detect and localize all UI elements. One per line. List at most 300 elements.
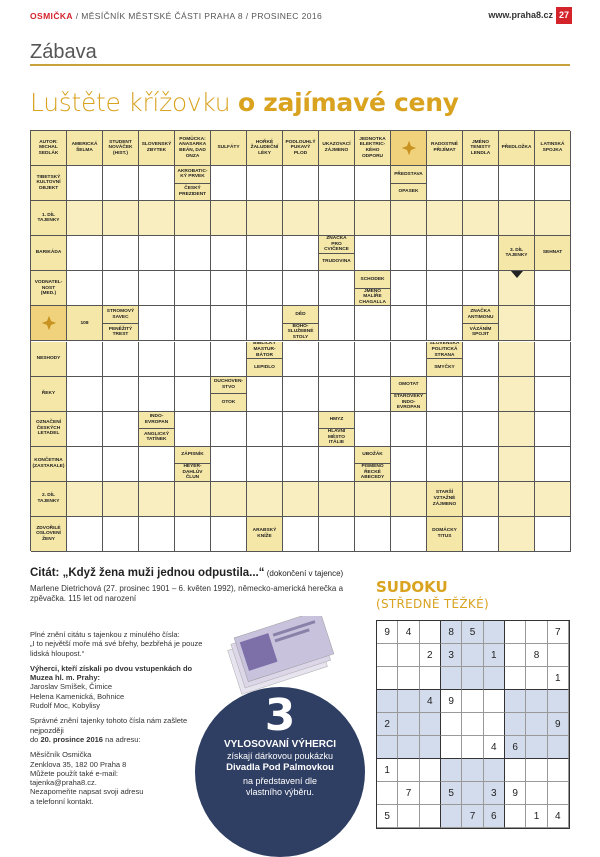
sudoku-cell[interactable] xyxy=(505,667,526,690)
section-rule xyxy=(30,64,570,66)
crossword-cell[interactable] xyxy=(499,482,535,517)
crossword-cell[interactable] xyxy=(211,236,247,271)
sudoku-cell[interactable] xyxy=(505,621,526,644)
sudoku-cell[interactable] xyxy=(526,667,547,690)
crossword-cell[interactable] xyxy=(463,412,499,447)
sudoku-grid xyxy=(376,620,570,829)
sudoku-cell[interactable] xyxy=(420,805,441,828)
crossword-cell[interactable] xyxy=(427,236,463,271)
crossword-cell[interactable] xyxy=(67,201,103,236)
crossword-clue: KONČETINA (ZASTARALE) xyxy=(31,447,67,482)
crossword-clue: NESHODY xyxy=(31,342,67,377)
sudoku-cell[interactable] xyxy=(398,736,419,759)
sudoku-cell[interactable]: 5 xyxy=(441,782,462,805)
crossword-cell[interactable] xyxy=(247,482,283,517)
crossword-cell[interactable] xyxy=(175,306,211,341)
crossword-cell[interactable] xyxy=(535,166,571,201)
crossword-clue: ANGLICKÝ TATÍNEK xyxy=(139,429,175,447)
crossword-cell[interactable] xyxy=(391,412,427,447)
crossword-cell[interactable] xyxy=(67,342,103,377)
crossword-cell[interactable] xyxy=(319,517,355,552)
crossword-cell[interactable] xyxy=(499,447,535,482)
sudoku-cell[interactable] xyxy=(441,713,462,736)
sudoku-cell[interactable] xyxy=(398,667,419,690)
crossword-cell[interactable] xyxy=(427,166,463,201)
crossword-cell[interactable] xyxy=(67,166,103,201)
sudoku-cell[interactable] xyxy=(377,644,398,667)
crossword-clue: SULFÁTY xyxy=(211,131,247,166)
crossword-cell[interactable] xyxy=(391,306,427,341)
crossword-cell[interactable] xyxy=(247,201,283,236)
crossword-cell[interactable] xyxy=(103,377,139,412)
crossword-cell[interactable] xyxy=(535,342,571,377)
crossword-cell[interactable] xyxy=(319,306,355,341)
crossword-cell[interactable] xyxy=(211,412,247,447)
crossword-cell[interactable] xyxy=(535,377,571,412)
sudoku-cell[interactable]: 4 xyxy=(548,805,569,828)
crossword-cell[interactable] xyxy=(499,166,535,201)
website-link[interactable]: www.praha8.cz xyxy=(488,10,553,20)
crossword-cell[interactable] xyxy=(355,412,391,447)
crossword-cell[interactable] xyxy=(67,377,103,412)
sudoku-cell[interactable]: 1 xyxy=(526,805,547,828)
crossword-cell[interactable] xyxy=(211,342,247,377)
crossword-cell[interactable] xyxy=(247,447,283,482)
sudoku-cell[interactable] xyxy=(441,667,462,690)
crossword-cell[interactable] xyxy=(283,482,319,517)
sudoku-cell[interactable] xyxy=(398,644,419,667)
sudoku-subtitle: (STŘEDNĚ TĚŽKÉ) xyxy=(376,597,489,611)
crossword-cell[interactable] xyxy=(247,166,283,201)
ornament-icon[interactable] xyxy=(31,306,67,341)
sudoku-cell[interactable] xyxy=(420,782,441,805)
crossword-cell[interactable] xyxy=(283,201,319,236)
crossword-clue: AKROBATIC- KÝ PRVEK xyxy=(175,166,211,184)
crossword-cell[interactable] xyxy=(211,447,247,482)
crossword-cell[interactable] xyxy=(319,377,355,412)
crossword-clue: LEPIDLO xyxy=(247,359,283,377)
sudoku-cell[interactable] xyxy=(505,713,526,736)
crossword-cell[interactable] xyxy=(139,271,175,306)
crossword-cell[interactable] xyxy=(67,447,103,482)
crossword-cell[interactable] xyxy=(247,377,283,412)
crossword-clue: DĚD xyxy=(283,306,319,324)
crossword-cell[interactable] xyxy=(67,482,103,517)
crossword-clue: SMYČKY xyxy=(427,359,463,377)
crossword-clue: 3. DÍL TAJENKY xyxy=(499,236,535,271)
crossword-clue: JEDNOTKA ELEKTRIC- KÉHO ODPORU xyxy=(355,131,391,166)
crossword-cell[interactable] xyxy=(103,447,139,482)
crossword-cell[interactable] xyxy=(103,342,139,377)
crossword-cell[interactable] xyxy=(103,201,139,236)
section-title: Zábava xyxy=(30,41,97,63)
brand-name: OSMIČKA xyxy=(30,11,73,21)
sudoku-cell[interactable] xyxy=(377,736,398,759)
crossword-clue: ŘEKY xyxy=(31,377,67,412)
crossword-cell[interactable] xyxy=(355,482,391,517)
sudoku-cell[interactable] xyxy=(484,759,505,782)
crossword-clue: AUTOR: MICHAL SEDLÁK xyxy=(31,131,67,166)
sudoku-cell[interactable] xyxy=(548,759,569,782)
crossword-cell[interactable] xyxy=(355,377,391,412)
crossword-cell[interactable] xyxy=(355,166,391,201)
crossword-clue: ZDVOŘILÉ OSLOVENÍ ŽENY xyxy=(31,517,67,552)
sudoku-cell[interactable] xyxy=(505,759,526,782)
sudoku-cell[interactable] xyxy=(526,621,547,644)
crossword-cell[interactable] xyxy=(139,377,175,412)
crossword-title xyxy=(30,88,459,117)
crossword-cell[interactable] xyxy=(355,517,391,552)
header-subtitle: / MĚSÍČNÍK MĚSTSKÉ ČÁSTI PRAHA 8 / PROSINEC 2016 xyxy=(72,11,323,21)
crossword-cell[interactable] xyxy=(211,201,247,236)
crossword-cell[interactable] xyxy=(319,166,355,201)
crossword-cell[interactable] xyxy=(355,342,391,377)
sudoku-cell[interactable]: 1 xyxy=(548,667,569,690)
crossword-cell[interactable] xyxy=(67,236,103,271)
crossword-cell[interactable] xyxy=(175,236,211,271)
crossword-cell[interactable] xyxy=(175,482,211,517)
crossword-clue: ZNAČKA ANTIMONU xyxy=(463,306,499,324)
crossword-cell[interactable] xyxy=(211,271,247,306)
crossword-clue: AMERICKÁ ŠELMA xyxy=(67,131,103,166)
sudoku-cell[interactable]: 9 xyxy=(441,690,462,713)
crossword-cell[interactable] xyxy=(67,412,103,447)
sudoku-cell[interactable]: 9 xyxy=(505,782,526,805)
sudoku-cell[interactable]: 8 xyxy=(441,621,462,644)
sudoku-cell[interactable] xyxy=(420,759,441,782)
crossword-cell[interactable] xyxy=(391,482,427,517)
sudoku-cell[interactable] xyxy=(420,713,441,736)
crossword-clue: JMÉNO TENISTY LENDLA xyxy=(463,131,499,166)
crossword-cell[interactable] xyxy=(391,201,427,236)
quote-note: (dokončení v tajence) xyxy=(264,569,344,578)
prize-theatre: Divadla Pod Palmovkou xyxy=(226,762,334,773)
crossword-cell[interactable] xyxy=(211,166,247,201)
crossword-cell[interactable] xyxy=(355,236,391,271)
sudoku-cell[interactable] xyxy=(441,736,462,759)
quote-heading xyxy=(30,567,343,579)
sudoku-cell[interactable] xyxy=(398,690,419,713)
sudoku-cell[interactable] xyxy=(548,690,569,713)
crossword-cell[interactable] xyxy=(499,342,535,377)
crossword-cell[interactable] xyxy=(391,342,427,377)
crossword-cell[interactable] xyxy=(499,377,535,412)
sudoku-cell[interactable] xyxy=(462,667,483,690)
prize-text: získají dárkovou poukázku xyxy=(226,751,334,761)
crossword-cell[interactable] xyxy=(175,377,211,412)
crossword-grid xyxy=(30,130,570,551)
prize-heading: VYLOSOVANÍ VÝHERCI xyxy=(223,739,337,750)
crossword-cell[interactable] xyxy=(283,342,319,377)
sudoku-cell[interactable]: 8 xyxy=(526,644,547,667)
sudoku-cell[interactable] xyxy=(526,759,547,782)
crossword-cell[interactable] xyxy=(175,271,211,306)
tickets-illustration xyxy=(222,616,342,696)
crossword-cell[interactable] xyxy=(463,482,499,517)
crossword-cell[interactable] xyxy=(139,482,175,517)
deadline-text: Správné znění tajenky tohoto čísla nám zašlete nejpozději do xyxy=(30,716,188,744)
crossword-cell[interactable] xyxy=(211,482,247,517)
sudoku-cell[interactable]: 2 xyxy=(420,644,441,667)
crossword-cell[interactable] xyxy=(103,412,139,447)
page-header xyxy=(0,0,600,30)
sudoku-cell[interactable]: 7 xyxy=(462,805,483,828)
sudoku-cell[interactable] xyxy=(377,690,398,713)
sudoku-cell[interactable]: 4 xyxy=(420,690,441,713)
crossword-cell[interactable] xyxy=(283,412,319,447)
crossword-cell[interactable] xyxy=(103,271,139,306)
crossword-cell[interactable] xyxy=(211,306,247,341)
crossword-clue: DUCHOVEN- STVO xyxy=(211,377,247,395)
crossword-cell[interactable] xyxy=(139,201,175,236)
sudoku-cell[interactable] xyxy=(462,759,483,782)
crossword-clue: ZÁPISNÍK xyxy=(175,447,211,465)
crossword-clue: 2. DÍL TAJENKY xyxy=(31,482,67,517)
crossword-cell[interactable] xyxy=(283,447,319,482)
winners-heading: Výherci, kteří získali po dvou vstupenkách do Muzea hl. m. Prahy: xyxy=(30,663,193,683)
quote-description: Marlene Dietrichová (27. prosinec 1901 – 6. květen 1992), německo-americká herečka a zpěvačka. 115 let od narození xyxy=(30,584,344,603)
quote-text: „Když žena muži jednou odpustila...“ xyxy=(62,567,265,579)
crossword-cell[interactable] xyxy=(427,271,463,306)
sudoku-cell[interactable] xyxy=(441,759,462,782)
crossword-cell[interactable] xyxy=(247,306,283,341)
winner-count: 3 xyxy=(264,690,296,741)
title-bold: o zajímavé ceny xyxy=(238,88,459,117)
crossword-cell[interactable] xyxy=(355,306,391,341)
crossword-cell[interactable] xyxy=(463,201,499,236)
crossword-cell[interactable] xyxy=(139,342,175,377)
sudoku-cell[interactable] xyxy=(548,782,569,805)
crossword-cell[interactable] xyxy=(247,271,283,306)
sudoku-cell[interactable] xyxy=(420,621,441,644)
crossword-cell[interactable] xyxy=(463,342,499,377)
crossword-cell[interactable] xyxy=(391,447,427,482)
crossword-cell[interactable] xyxy=(319,342,355,377)
sudoku-cell[interactable] xyxy=(526,690,547,713)
crossword-clue: OPASEK xyxy=(391,184,427,202)
crossword-cell[interactable] xyxy=(391,271,427,306)
sudoku-title: SUDOKU xyxy=(376,578,448,596)
crossword-cell[interactable] xyxy=(319,201,355,236)
crossword-cell[interactable] xyxy=(319,447,355,482)
sudoku-cell[interactable]: 6 xyxy=(505,736,526,759)
crossword-clue: HLAVNÍ MĚSTO ITÁLIE xyxy=(319,429,355,447)
crossword-cell[interactable] xyxy=(427,447,463,482)
sudoku-cell[interactable]: 4 xyxy=(398,621,419,644)
crossword-cell[interactable] xyxy=(67,517,103,552)
header-masthead xyxy=(30,11,322,21)
sudoku-cell[interactable] xyxy=(462,782,483,805)
sudoku-cell[interactable]: 7 xyxy=(398,782,419,805)
sudoku-cell[interactable] xyxy=(462,736,483,759)
sudoku-cell[interactable] xyxy=(484,621,505,644)
crossword-cell[interactable] xyxy=(67,271,103,306)
crossword-cell[interactable] xyxy=(463,271,499,306)
sudoku-cell[interactable] xyxy=(398,759,419,782)
crossword-cell[interactable] xyxy=(103,517,139,552)
crossword-cell[interactable] xyxy=(463,377,499,412)
crossword-cell[interactable] xyxy=(103,236,139,271)
crossword-clue: STARŠÍ VZTAŽNÉ ZÁJMENO xyxy=(427,482,463,517)
sudoku-cell[interactable] xyxy=(526,713,547,736)
crossword-clue: POMŮCKA: ANASARKA BEÁN, DAD ONZA xyxy=(175,131,211,166)
crossword-clue: PŘEDLOŽKA xyxy=(499,131,535,166)
sudoku-cell[interactable] xyxy=(526,736,547,759)
crossword-clue: 108 xyxy=(67,306,103,341)
crossword-clue: OMOTAT xyxy=(391,377,427,395)
crossword-clue: TIBETSKÝ KULTOVNÍ OBJEKT xyxy=(31,166,67,201)
crossword-cell[interactable] xyxy=(355,201,391,236)
title-part: Luštěte křížovku xyxy=(30,88,238,117)
crossword-cell[interactable] xyxy=(247,236,283,271)
sudoku-cell[interactable] xyxy=(484,690,505,713)
crossword-clue: UBOŽÁK xyxy=(355,447,391,465)
sudoku-cell[interactable]: 1 xyxy=(377,759,398,782)
crossword-cell[interactable] xyxy=(499,306,535,341)
sudoku-cell[interactable] xyxy=(377,667,398,690)
sudoku-cell[interactable] xyxy=(548,736,569,759)
crossword-cell[interactable] xyxy=(247,412,283,447)
crossword-cell[interactable] xyxy=(283,271,319,306)
crossword-cell[interactable] xyxy=(103,482,139,517)
crossword-cell[interactable] xyxy=(535,271,571,306)
crossword-clue: ČESKÝ PREZIDENT xyxy=(175,184,211,202)
sudoku-cell[interactable]: 4 xyxy=(484,736,505,759)
crossword-clue: BARIKÁDA xyxy=(31,236,67,271)
crossword-cell[interactable] xyxy=(283,166,319,201)
crossword-cell[interactable] xyxy=(139,447,175,482)
ornament-icon[interactable] xyxy=(391,131,427,166)
crossword-clue: SLOVENSKÝ ZBYTEK xyxy=(139,131,175,166)
sudoku-cell[interactable]: 2 xyxy=(377,713,398,736)
sudoku-cell[interactable]: 7 xyxy=(548,621,569,644)
crossword-cell[interactable] xyxy=(139,166,175,201)
prize-badge xyxy=(195,687,365,857)
crossword-clue: PŘEDSTAVA xyxy=(391,166,427,184)
crossword-clue: HOŘKÉ ŽALUDEČNÍ LÉKY xyxy=(247,131,283,166)
sudoku-cell[interactable] xyxy=(441,805,462,828)
sudoku-cell[interactable] xyxy=(484,667,505,690)
crossword-cell[interactable] xyxy=(175,342,211,377)
address: Měsíčník Osmička Zenklova 35, 182 00 Praha 8 Můžete použít také e-mail: tajenka@praha8.cz. Nezapomeňte napsat svoji adresu a telefonní kontakt. xyxy=(30,750,144,806)
crossword-cell[interactable] xyxy=(535,412,571,447)
crossword-cell[interactable] xyxy=(175,201,211,236)
previous-solution: Plné znění citátu s tajenkou z minulého čísla: „I to největší moře má své břehy, bezbřehá je pouze lidská hloupost.“ xyxy=(30,630,203,658)
crossword-cell[interactable] xyxy=(211,517,247,552)
crossword-cell[interactable] xyxy=(175,517,211,552)
crossword-cell[interactable] xyxy=(391,236,427,271)
sudoku-cell[interactable] xyxy=(420,667,441,690)
crossword-clue: VÁZÁNÍM SPOJIT xyxy=(463,324,499,342)
crossword-clue: HEYER- DAHLŮV ČLUN xyxy=(175,464,211,482)
sudoku-cell[interactable] xyxy=(420,736,441,759)
crossword-clue: JMÉNO MALÍŘE CHAGALLA xyxy=(355,289,391,307)
crossword-cell[interactable] xyxy=(103,166,139,201)
crossword-cell[interactable] xyxy=(175,412,211,447)
crossword-clue: LATINSKÁ SPOJKA xyxy=(535,131,571,166)
sudoku-cell[interactable] xyxy=(505,644,526,667)
crossword-clue: OTOK xyxy=(211,394,247,412)
sudoku-cell[interactable] xyxy=(462,644,483,667)
crossword-clue: STROMOVÝ SAVEC xyxy=(103,306,139,324)
sudoku-cell[interactable] xyxy=(526,782,547,805)
sudoku-cell[interactable] xyxy=(377,782,398,805)
crossword-cell[interactable] xyxy=(463,517,499,552)
crossword-cell[interactable] xyxy=(139,236,175,271)
crossword-clue: HMYZ xyxy=(319,412,355,430)
crossword-clue: BIBLICKÝ MASTUR- BÁTOR xyxy=(247,342,283,360)
crossword-cell[interactable] xyxy=(463,447,499,482)
crossword-cell[interactable] xyxy=(427,412,463,447)
crossword-clue: STUDENT NOVÁČEK (HIST.) xyxy=(103,131,139,166)
sudoku-cell[interactable] xyxy=(462,713,483,736)
crossword-cell[interactable] xyxy=(535,201,571,236)
crossword-clue: DOMÁCKY TITUS xyxy=(427,517,463,552)
sudoku-cell[interactable] xyxy=(505,805,526,828)
sudoku-cell[interactable] xyxy=(548,644,569,667)
sudoku-cell[interactable]: 3 xyxy=(441,644,462,667)
crossword-clue: ARABSKÝ KNÍŽE xyxy=(247,517,283,552)
crossword-clue: SLOVENSKÁ POLITICKÁ STRANA xyxy=(427,342,463,360)
crossword-cell[interactable] xyxy=(427,377,463,412)
sudoku-cell[interactable] xyxy=(398,805,419,828)
crossword-clue: PENĚŽITÝ TREST xyxy=(103,324,139,342)
sudoku-cell[interactable] xyxy=(484,713,505,736)
crossword-cell[interactable] xyxy=(427,201,463,236)
crossword-cell[interactable] xyxy=(283,236,319,271)
page-number: 27 xyxy=(556,7,572,24)
crossword-cell[interactable] xyxy=(391,517,427,552)
sudoku-cell[interactable]: 9 xyxy=(548,713,569,736)
sudoku-cell[interactable] xyxy=(398,713,419,736)
crossword-clue: 1. DÍL TAJENKY xyxy=(31,201,67,236)
quote-label: Citát: xyxy=(30,567,63,579)
crossword-cell[interactable] xyxy=(283,517,319,552)
crossword-cell[interactable] xyxy=(139,517,175,552)
crossword-cell[interactable] xyxy=(283,377,319,412)
sudoku-cell[interactable] xyxy=(505,690,526,713)
crossword-cell[interactable] xyxy=(535,306,571,341)
crossword-cell[interactable] xyxy=(319,482,355,517)
crossword-cell[interactable] xyxy=(427,306,463,341)
crossword-cell[interactable] xyxy=(535,447,571,482)
crossword-cell[interactable] xyxy=(463,166,499,201)
crossword-clue: SEHNAT xyxy=(535,236,571,271)
crossword-clue: PÍSMENO ŘECKÉ ABECEDY xyxy=(355,464,391,482)
sudoku-cell[interactable]: 5 xyxy=(462,621,483,644)
sudoku-cell[interactable]: 1 xyxy=(484,644,505,667)
crossword-cell[interactable] xyxy=(535,482,571,517)
sudoku-cell[interactable]: 9 xyxy=(377,621,398,644)
crossword-cell[interactable] xyxy=(319,271,355,306)
sudoku-cell[interactable]: 3 xyxy=(484,782,505,805)
sudoku-cell[interactable]: 6 xyxy=(484,805,505,828)
crossword-cell[interactable] xyxy=(139,306,175,341)
winners-list: Jaroslav Smíšek, Čimice Helena Kamenická, Bohnice Rudolf Moc, Kobylisy xyxy=(30,682,125,711)
crossword-cell[interactable] xyxy=(499,412,535,447)
crossword-cell[interactable] xyxy=(499,201,535,236)
crossword-clue: UKAZOVACÍ ZÁJMENO xyxy=(319,131,355,166)
crossword-clue: RADOSTNÉ PŘIJÍMAT xyxy=(427,131,463,166)
info-text xyxy=(30,630,210,812)
crossword-clue: TRUDOVINA xyxy=(319,254,355,272)
crossword-cell[interactable] xyxy=(535,517,571,552)
sudoku-cell[interactable]: 5 xyxy=(377,805,398,828)
crossword-cell[interactable] xyxy=(499,517,535,552)
crossword-clue: ZNAČKA PRO CVIČENCE xyxy=(319,236,355,254)
crossword-cell[interactable] xyxy=(463,236,499,271)
sudoku-cell[interactable] xyxy=(462,690,483,713)
